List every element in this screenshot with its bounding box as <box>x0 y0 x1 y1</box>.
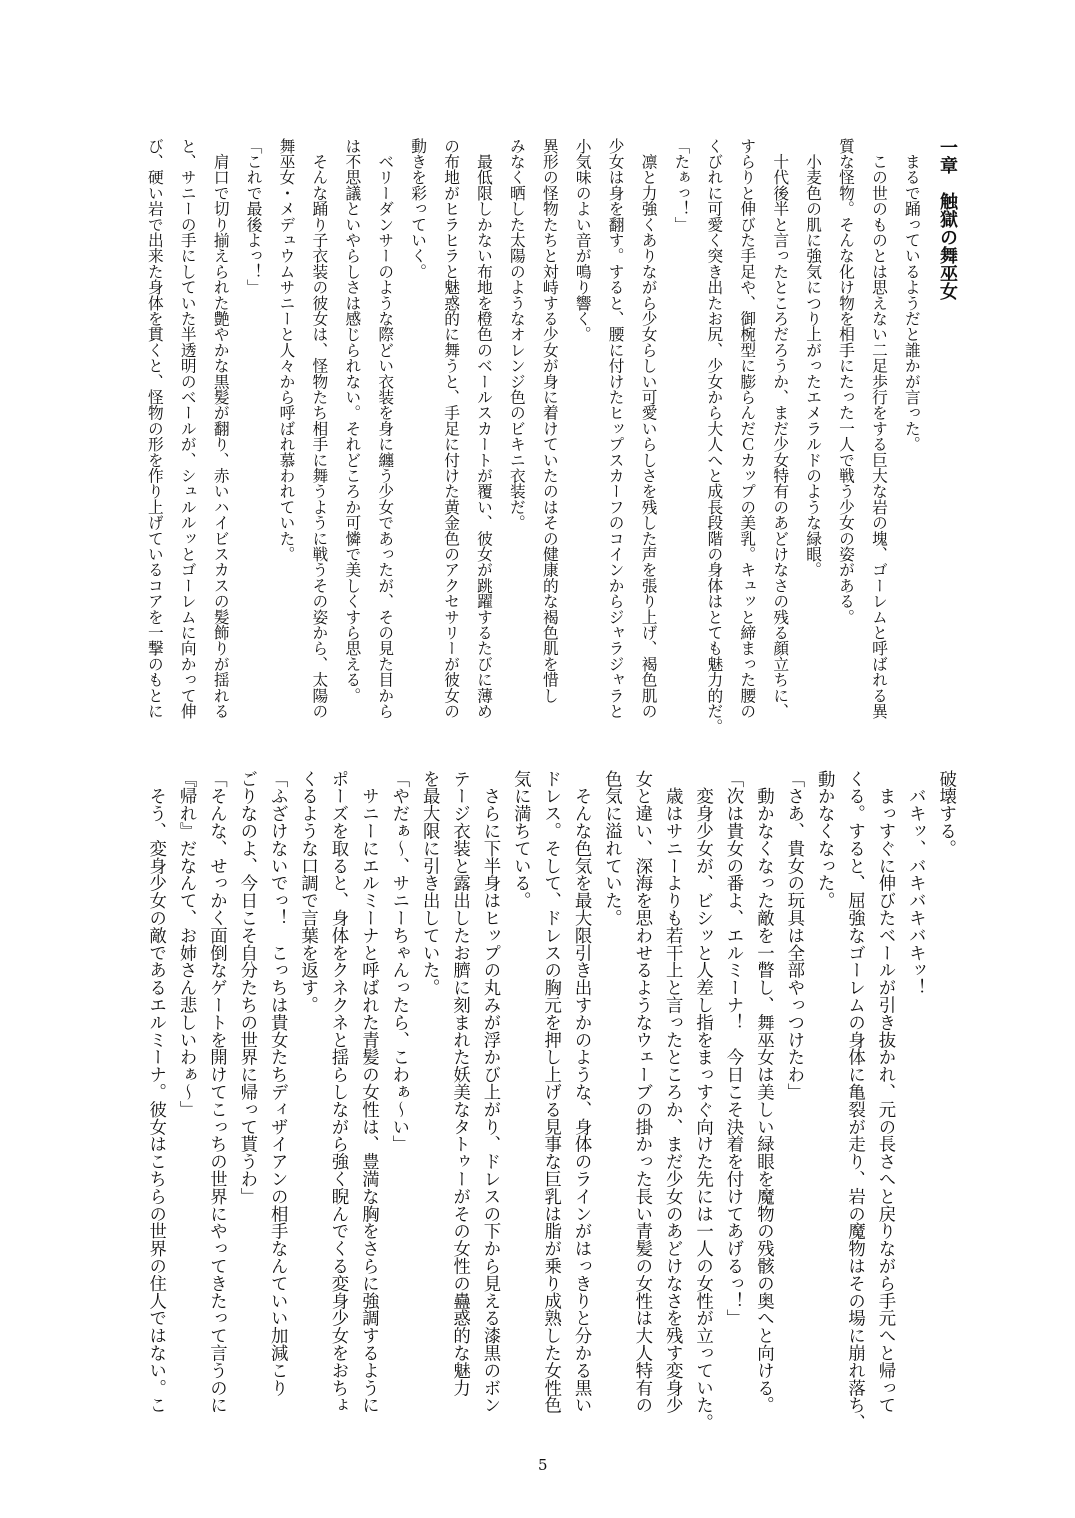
text-column: 「さあ、貴女の玩具は全部やっつけたわ」 <box>783 770 804 1101</box>
text-column: さらに下半身はヒップの丸みが浮かび上がり、ドレスの下から見える漆黒のボン <box>479 770 500 1414</box>
text-column: ベリーダンサーのような際どい衣装を身に纏う少女であったが、その見た目から <box>376 138 396 719</box>
text-column: を最大限に引き出していた。 <box>419 770 440 997</box>
text-column: まるで踊っているようだと誰かが言った。 <box>902 138 922 452</box>
text-column: 「ふざけないでっ！ こっちは貴女たちディザイアンの相手なんていい加減こり <box>267 770 288 1397</box>
text-column: この世のものとは思えない二足歩行をする巨大な岩の塊、ゴーレムと呼ばれる異 <box>869 138 889 719</box>
text-column: び、硬い岩で出来た身体を貫くと、怪物の形を作り上げているコアを一撃のもとに <box>145 138 165 719</box>
text-column: 「次は貴女の番よ、エルミーナ！ 今日こそ決着を付けてあげるっ！」 <box>723 770 743 1327</box>
chapter-title: 一章 触獄の舞巫女 <box>937 138 958 300</box>
text-column: サニーにエルミーナと呼ばれた青髪の女性は、豊満な胸をさらに強調するように <box>358 770 379 1414</box>
text-column: 「これで最後よっ！」 <box>244 138 264 295</box>
text-column: くる。すると、屈強なゴーレムの身体に亀裂が走り、岩の魔物はその場に崩れ落ち、 <box>844 770 865 1432</box>
text-column: 小気味のよい音が鳴り響く。 <box>573 138 593 343</box>
text-column: ドレス。そして、ドレスの胸元を押し上げる見事な巨乳は脂が乗り成熟した女性色 <box>540 770 561 1414</box>
text-column: すらりと伸びた手足や、御椀型に膨らんだＣカップの美乳。キュッと締まった腰の <box>738 138 758 719</box>
text-column: ポーズを取ると、身体をクネクネと揺らしながら強く睨んでくる変身少女をおちょ <box>328 770 348 1414</box>
text-column: 色気に溢れていた。 <box>601 770 622 927</box>
text-column: 十代後半と言ったところだろうか、まだ少女特有のあどけなさの残る顔立ちに、 <box>771 138 791 719</box>
text-column: くびれに可愛く突き出たお尻、少女から大人へと成長段階の身体はとても魅力的だ。 <box>705 138 725 735</box>
text-column: 歳はサニーよりも若干上と言ったところか、まだ少女のあどけなさを残す変身少 <box>662 770 683 1414</box>
text-column: くるような口調で言葉を返す。 <box>297 770 318 1014</box>
text-column: まっすぐに伸びたベールが引き抜かれ、元の長さへと戻りながら手元へと帰って <box>874 770 895 1414</box>
text-column: 少女は身を翻す。すると、腰に付けたヒップスカーフのコインからジャラジャラと <box>606 138 626 719</box>
text-column: そんな踊り子衣装の彼女は、怪物たち相手に舞うように戦うその姿から、太陽の <box>310 138 330 719</box>
text-column: 質な怪物。そんな化け物を相手にたった一人で戦う少女の姿がある。 <box>837 138 857 625</box>
text-column: 最低限しかない布地を橙色のベールスカートが覆い、彼女が跳躍するたびに薄め <box>474 138 494 719</box>
text-column: そんな色気を最大限引き出すかのような、身体のラインがはっきりと分かる黒い <box>571 770 592 1414</box>
text-column: 動かなくなった敵を一瞥し、舞巫女は美しい緑眼を魔物の残骸の奥へと向ける。 <box>753 770 774 1414</box>
text-column: そう、変身少女の敵であるエルミーナ。彼女はこちらの世界の住人ではない。こ <box>145 770 166 1414</box>
text-column: 女と違い、深海を思わせるようなウェーブの掛かった長い青髪の女性は大人特有の <box>631 770 652 1414</box>
page-number: 5 <box>538 1456 548 1474</box>
text-column: 異形の怪物たちと対峙する少女が身に着けていたのはその健康的な褐色肌を惜し <box>540 138 560 704</box>
text-column: テージ衣装と露出したお臍に刻まれた妖美なタトゥーがその女性の蠱惑的な魅力 <box>449 770 470 1397</box>
text-column: 『帰れ』だなんて、お姉さん悲しいわぁ～」 <box>176 770 197 1118</box>
text-column: 変身少女が、ビシッと人差し指をまっすぐ向けた先には一人の女性が立っていた。 <box>692 770 713 1432</box>
text-column: の布地がヒラヒラと魅惑的に舞うと、手足に付けた黄金色のアクセサリーが彼女の <box>442 138 462 719</box>
text-column: 小麦色の肌に強気につり上がったエメラルドのような緑眼。 <box>804 138 824 578</box>
text-column: みなく晒した太陽のようなオレンジ色のビキニ衣装だ。 <box>507 138 527 531</box>
text-column: 気に満ちている。 <box>510 770 531 910</box>
text-column: 破壊する。 <box>935 770 956 857</box>
text-column: 肩口で切り揃えられた艶やかな黒髪が翻り、赤いハイビスカスの髪飾りが揺れる <box>211 138 231 719</box>
text-column: 「やだぁ～、サニーちゃんったら、こわぁ～い」 <box>388 770 409 1153</box>
text-column: ごりなのよ、今日こそ自分たちの世界に帰って貰うわ」 <box>236 770 257 1205</box>
text-column: 「たぁっ！」 <box>672 138 692 233</box>
text-column: 動きを彩っていく。 <box>409 138 429 280</box>
text-column: 舞巫女・メデュウムサニーと人々から呼ばれ慕われていた。 <box>277 138 297 562</box>
text-column: バキッ、バキバキバキッ！ <box>905 770 926 997</box>
text-column: 「そんな、せっかく面倒なゲートを開けてこっちの世界にやってきたって言うのに <box>206 770 227 1414</box>
text-column: 動かなくなった。 <box>814 770 835 910</box>
text-column: 凛と力強くありながら少女らしい可愛いらしさを残した声を張り上げ、褐色肌の <box>639 138 659 719</box>
text-column: は不思議といやらしさは感じられない。それどころか可憐で美しくすら思える。 <box>343 138 363 704</box>
text-column: と、サニーの手にしていた半透明のベールが、シュルルッとゴーレムに向かって伸 <box>178 138 198 719</box>
